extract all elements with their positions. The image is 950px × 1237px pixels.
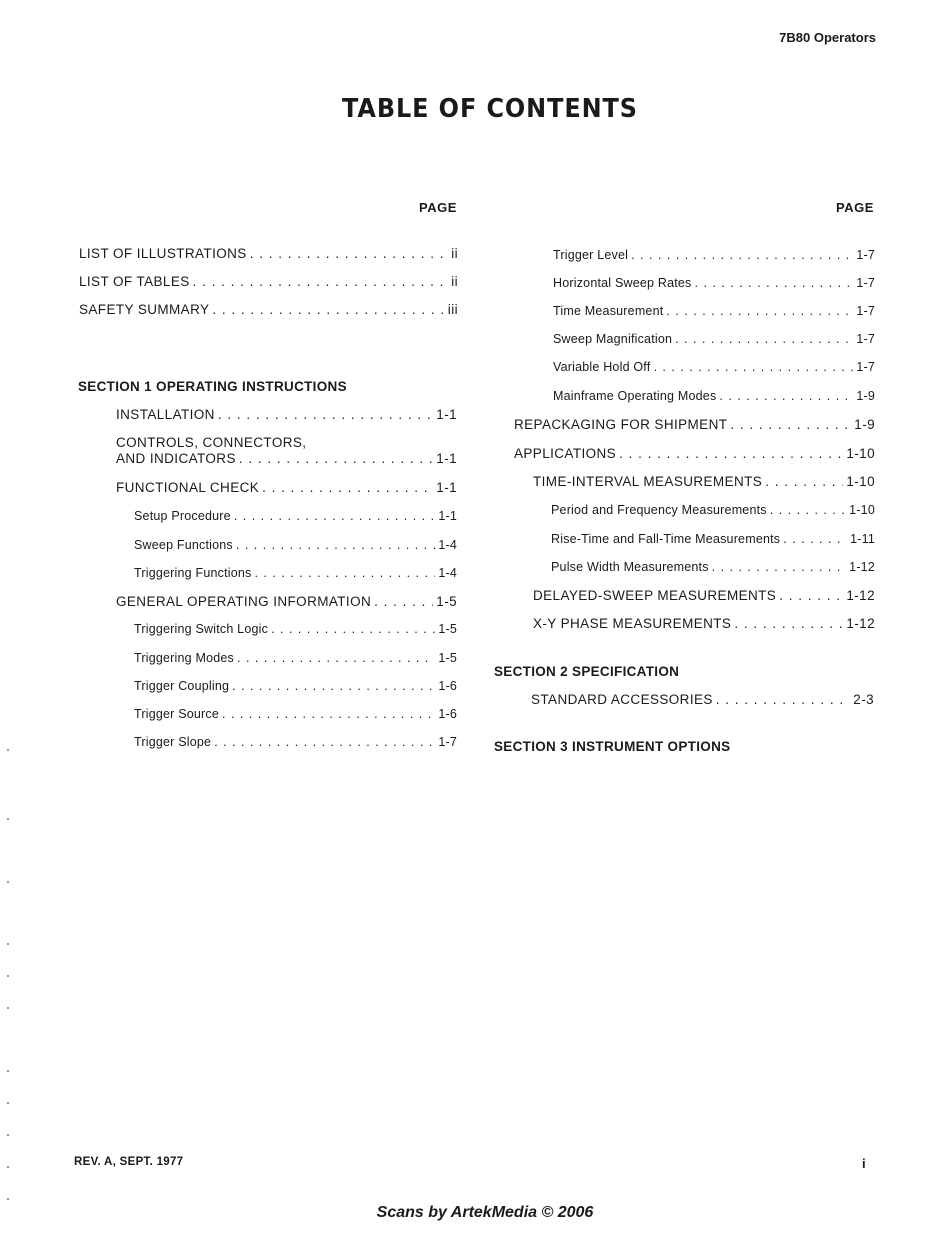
scan-speck	[7, 1198, 9, 1200]
toc-entry-page: 1-1	[436, 480, 457, 495]
toc-entry-sweep-magnification[interactable]	[553, 332, 875, 346]
toc-entry-page: 1-11	[850, 532, 875, 546]
dot-leader	[712, 560, 847, 574]
toc-entry-period-frequency[interactable]	[551, 503, 875, 517]
dot-leader	[779, 588, 843, 603]
toc-entry-label: Trigger Level	[553, 248, 629, 262]
toc-entry-label: Sweep Magnification	[553, 332, 673, 346]
toc-entry-trigger-coupling[interactable]	[134, 679, 457, 693]
toc-entry-triggering-switch-logic[interactable]	[134, 622, 457, 636]
toc-entry-variable-hold-off[interactable]	[553, 360, 875, 374]
toc-entry-triggering-functions[interactable]	[134, 566, 457, 580]
toc-entry-label: Triggering Switch Logic	[134, 622, 269, 636]
toc-entry-page: 1-10	[846, 474, 875, 489]
dot-leader	[734, 616, 843, 631]
dot-leader	[212, 302, 444, 317]
toc-entry-page: 1-6	[438, 707, 457, 721]
dot-leader	[239, 451, 433, 466]
toc-entry-label: GENERAL OPERATING INFORMATION	[116, 594, 372, 609]
page-number: i	[862, 1156, 866, 1171]
scan-speck	[7, 943, 9, 945]
toc-entry-page: 1-7	[856, 332, 875, 346]
scan-speck	[7, 975, 9, 977]
scan-speck	[7, 1134, 9, 1136]
toc-entry-page: ii	[451, 246, 458, 261]
toc-entry-label: Period and Frequency Measurements	[551, 503, 767, 517]
toc-entry-xy-phase[interactable]	[533, 616, 875, 631]
toc-entry-page: 1-12	[849, 560, 875, 574]
dot-leader	[716, 692, 850, 707]
right-page-column-label: PAGE	[836, 200, 874, 215]
scan-credit: Scans by ArtekMedia © 2006	[376, 1204, 594, 1221]
toc-entry-rise-fall-time[interactable]	[551, 532, 875, 546]
toc-entry-page: 1-1	[436, 451, 457, 466]
toc-entry-label: X-Y PHASE MEASUREMENTS	[533, 616, 732, 631]
toc-entry-label: Sweep Functions	[134, 538, 233, 552]
toc-entry-horizontal-sweep-rates[interactable]	[553, 276, 875, 290]
toc-entry-page: 1-4	[438, 538, 457, 552]
dot-leader	[254, 566, 435, 580]
dot-leader	[214, 735, 435, 749]
dot-leader	[234, 509, 436, 523]
toc-entry-list-of-tables[interactable]	[79, 274, 458, 289]
dot-leader	[765, 474, 843, 489]
toc-entry-page: 1-7	[856, 248, 875, 262]
toc-entry-label: FUNCTIONAL CHECK	[116, 480, 260, 495]
dot-leader	[653, 360, 853, 374]
toc-entry-label: Triggering Modes	[134, 651, 235, 665]
toc-entry-page: 1-7	[856, 304, 875, 318]
toc-entry-label: TIME-INTERVAL MEASUREMENTS	[533, 474, 763, 489]
toc-entry-label: DELAYED-SWEEP MEASUREMENTS	[533, 588, 777, 603]
toc-entry-label: STANDARD ACCESSORIES	[531, 692, 713, 707]
scan-speck	[7, 1166, 9, 1168]
toc-entry-label: Variable Hold Off	[553, 360, 651, 374]
toc-entry-mainframe-operating-modes[interactable]	[553, 389, 875, 403]
dot-leader	[619, 446, 843, 461]
dot-leader	[374, 594, 433, 609]
toc-entry-label: APPLICATIONS	[514, 446, 617, 461]
toc-entry-trigger-level[interactable]	[553, 248, 875, 262]
scan-speck	[7, 818, 9, 820]
toc-entry-functional-check[interactable]	[116, 480, 457, 495]
dot-leader	[236, 538, 435, 552]
toc-entry-page: 1-5	[436, 594, 457, 609]
toc-entry-page: 1-1	[436, 407, 457, 422]
left-page-column-label: PAGE	[419, 200, 457, 215]
dot-leader	[719, 389, 853, 403]
toc-entry-time-measurement[interactable]	[553, 304, 875, 318]
revision-note: REV. A, SEPT. 1977	[74, 1156, 184, 1168]
dot-leader	[695, 276, 854, 290]
toc-entry-pulse-width[interactable]	[551, 560, 875, 574]
toc-entry-delayed-sweep[interactable]	[533, 588, 875, 603]
toc-entry-page: 1-10	[846, 446, 875, 461]
page-title: TABLE OF CONTENTS	[342, 94, 638, 124]
toc-entry-label: LIST OF TABLES	[79, 274, 190, 289]
toc-entry-controls[interactable]	[116, 451, 457, 466]
toc-entry-trigger-source[interactable]	[134, 707, 457, 721]
document-name: 7B80 Operators	[779, 30, 876, 45]
dot-leader	[237, 651, 435, 665]
dot-leader	[193, 274, 449, 289]
toc-entry-list-of-illustrations[interactable]	[79, 246, 458, 261]
toc-entry-label: INSTALLATION	[116, 407, 215, 422]
toc-entry-repackaging[interactable]	[514, 417, 875, 432]
dot-leader	[262, 480, 433, 495]
toc-entry-label: LIST OF ILLUSTRATIONS	[79, 246, 247, 261]
section-1-heading[interactable]: SECTION 1 OPERATING INSTRUCTIONS	[78, 379, 347, 394]
dot-leader	[250, 246, 449, 261]
toc-entry-page: 1-7	[856, 360, 875, 374]
dot-leader	[675, 332, 853, 346]
toc-entry-page: 1-9	[854, 417, 875, 432]
toc-entry-label: Time Measurement	[553, 304, 664, 318]
scan-speck	[7, 1102, 9, 1104]
toc-entry-controls-line1[interactable]: CONTROLS, CONNECTORS,	[116, 435, 307, 450]
toc-entry-label: AND INDICATORS	[116, 451, 236, 466]
dot-leader	[783, 532, 847, 546]
toc-entry-page: iii	[447, 302, 458, 317]
toc-entry-page: 1-9	[856, 389, 875, 403]
dot-leader	[271, 622, 435, 636]
toc-entry-page: 1-6	[438, 679, 457, 693]
toc-entry-page: 1-12	[846, 588, 875, 603]
toc-entry-page: 1-12	[846, 616, 875, 631]
toc-entry-page: 1-7	[438, 735, 457, 749]
toc-entry-page: 2-3	[853, 692, 874, 707]
dot-leader	[631, 248, 853, 262]
dot-leader	[730, 417, 851, 432]
toc-entry-label: Trigger Source	[134, 707, 220, 721]
toc-entry-page: 1-7	[856, 276, 875, 290]
toc-entry-page: 1-5	[438, 651, 457, 665]
toc-entry-installation[interactable]	[116, 407, 457, 422]
dot-leader	[222, 707, 435, 721]
scan-speck	[7, 881, 9, 883]
toc-entry-time-interval-measurements[interactable]	[533, 474, 875, 489]
toc-entry-applications[interactable]	[514, 446, 875, 461]
toc-entry-label: SAFETY SUMMARY	[79, 302, 210, 317]
scan-speck	[7, 1070, 9, 1072]
toc-entry-label: Horizontal Sweep Rates	[553, 276, 692, 290]
toc-entry-trigger-slope[interactable]	[134, 735, 457, 749]
toc-entry-sweep-functions[interactable]	[134, 538, 457, 552]
toc-entry-label: Trigger Slope	[134, 735, 212, 749]
section-2-heading[interactable]: SECTION 2 SPECIFICATION	[494, 664, 680, 679]
dot-leader	[218, 407, 433, 422]
toc-entry-page: 1-10	[849, 503, 875, 517]
dot-leader	[666, 304, 853, 318]
toc-entry-standard-accessories[interactable]	[531, 692, 874, 707]
toc-entry-triggering-modes[interactable]	[134, 651, 457, 665]
dot-leader	[232, 679, 435, 693]
toc-entry-label: Trigger Coupling	[134, 679, 230, 693]
section-3-heading[interactable]: SECTION 3 INSTRUMENT OPTIONS	[494, 739, 731, 754]
toc-entry-page: 1-4	[438, 566, 457, 580]
toc-entry-label: REPACKAGING FOR SHIPMENT	[514, 417, 728, 432]
toc-entry-safety-summary[interactable]	[79, 302, 458, 317]
toc-entry-label: Mainframe Operating Modes	[553, 389, 717, 403]
scan-speck	[7, 1007, 9, 1009]
toc-entry-page: 1-1	[438, 509, 457, 523]
dot-leader	[770, 503, 846, 517]
toc-entry-page: 1-5	[438, 622, 457, 636]
toc-entry-label: Triggering Functions	[134, 566, 252, 580]
scan-speck	[7, 749, 9, 751]
toc-entry-general-operating-information[interactable]	[116, 594, 457, 609]
toc-entry-page: ii	[451, 274, 458, 289]
toc-entry-label: Pulse Width Measurements	[551, 560, 709, 574]
toc-entry-label: Rise-Time and Fall-Time Measurements	[551, 532, 781, 546]
toc-entry-label: Setup Procedure	[134, 509, 231, 523]
toc-entry-setup-procedure[interactable]	[134, 509, 457, 523]
